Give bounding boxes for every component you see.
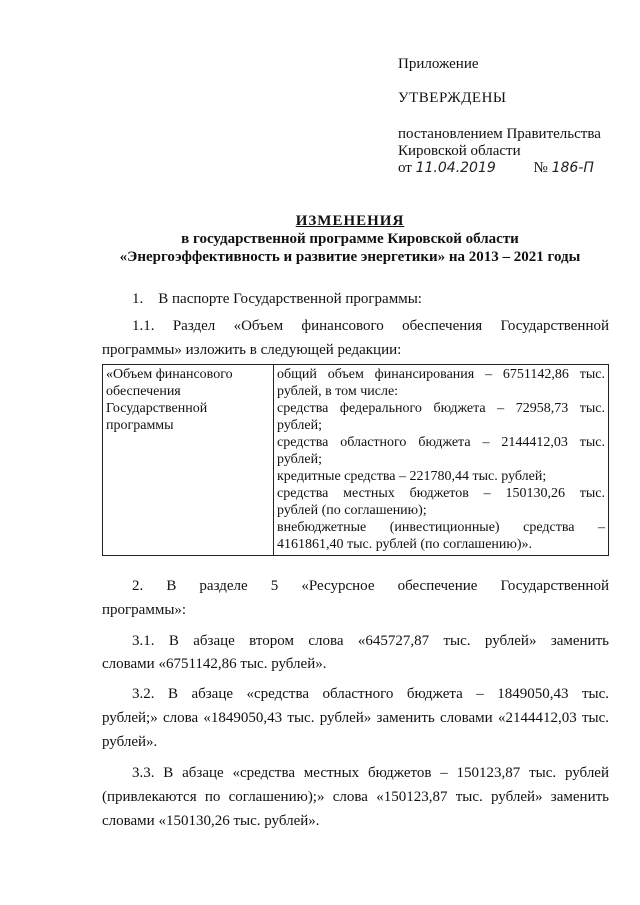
- left_lines-line: «Объем финансового: [106, 367, 233, 382]
- decree-date-line: [398, 160, 594, 177]
- left_lines-line: обеспечения: [106, 384, 181, 399]
- decree-line-1: постановлением Правительства: [398, 126, 601, 142]
- item-3-3-line-1: 3.3. В абзаце «средства местных бюджетов – 150123,87 тыс. рублей: [132, 765, 609, 781]
- section-1-heading: 1. В паспорте Государственной программы:: [132, 291, 422, 307]
- right_lines-line: средства местных бюджетов – 150130,26 тыс.: [277, 486, 605, 501]
- item-1-1-line-1: 1.1. Раздел «Объем финансового обеспечения Государственной: [132, 318, 609, 334]
- handwritten-date: 11.04.2019: [415, 160, 496, 176]
- right-cell-content: [277, 366, 605, 553]
- title-line-3: «Энергоэффективность и развитие энергетики» на 2013 – 2021 годы: [119, 249, 581, 265]
- item-3-1-line-2: словами «6751142,86 тыс. рублей».: [102, 656, 327, 672]
- item-3-3-line-2: (привлекаются по соглашению);» слова «150123,87 тыс. рублей» заменить: [102, 789, 609, 805]
- table-left-cell: [103, 365, 274, 556]
- document-title: [80, 212, 620, 266]
- table-right-cell: [274, 365, 609, 556]
- right_lines-line: внебюджетные (инвестиционные) средства –: [277, 520, 605, 535]
- title-line-2: в государственной программе Кировской области: [181, 231, 519, 247]
- table-row: [103, 365, 609, 556]
- right_lines-line: рублей;: [277, 452, 322, 467]
- item-3-2-line-3: рублей».: [102, 734, 158, 750]
- right_lines-line: рублей, в том числе:: [277, 384, 399, 399]
- decree-line-2: Кировской области: [398, 143, 521, 159]
- number-prefix: №: [533, 160, 548, 176]
- item-3-3-line-3: словами «150130,26 тыс. рублей».: [102, 813, 320, 829]
- date-prefix: от: [398, 160, 412, 176]
- financing-table: [102, 364, 609, 556]
- appendix-label: Приложение: [398, 56, 479, 72]
- handwritten-number: 186-П: [551, 160, 594, 176]
- right_lines-line: средства областного бюджета – 2144412,03 тыс.: [277, 435, 605, 450]
- right_lines-line: 4161861,40 тыс. рублей (по соглашению)».: [277, 537, 533, 552]
- item-3-2-line-1: 3.2. В абзаце «средства областного бюджета – 1849050,43 тыс.: [132, 686, 609, 702]
- right_lines-line: кредитные средства – 221780,44 тыс. рублей;: [277, 469, 547, 484]
- left_lines-line: программы: [106, 418, 174, 433]
- right_lines-line: общий объем финансирования – 6751142,86 тыс.: [277, 367, 605, 382]
- section-2-heading-line-1: 2. В разделе 5 «Ресурсное обеспечение Государственной: [132, 578, 609, 594]
- right_lines-line: рублей;: [277, 418, 322, 433]
- section-2-heading-line-2: программы»:: [102, 602, 187, 618]
- left-cell-content: [106, 366, 270, 434]
- left_lines-line: Государственной: [106, 401, 208, 416]
- item-3-2-line-2: рублей;» слова «1849050,43 тыс. рублей» заменить словами «2144412,03 тыс.: [102, 710, 609, 726]
- right_lines-line: рублей (по соглашению);: [277, 503, 427, 518]
- approved-label: УТВЕРЖДЕНЫ: [398, 90, 507, 106]
- right_lines-line: средства федерального бюджета – 72958,73 тыс.: [277, 401, 605, 416]
- item-1-1-line-2: программы» изложить в следующей редакции:: [102, 342, 402, 358]
- title-line-1: ИЗМЕНЕНИЯ: [295, 213, 405, 229]
- item-3-1-line-1: 3.1. В абзаце втором слова «645727,87 тыс. рублей» заменить: [132, 633, 609, 649]
